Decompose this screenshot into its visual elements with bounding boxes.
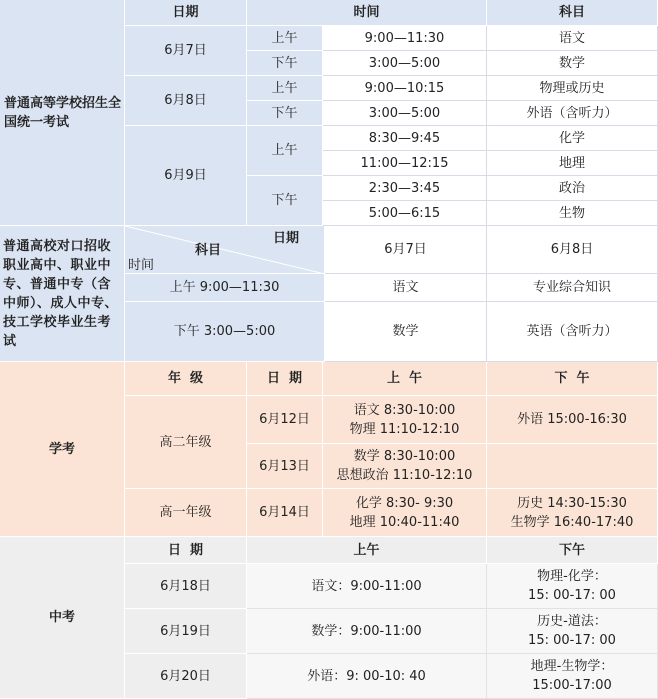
gaokao-subject-cell: 外语（含听力） — [487, 101, 658, 126]
gaokao-period-cell: 下午 — [247, 51, 323, 76]
gaokao-time-cell: 5:00—6:15 — [323, 201, 487, 226]
zhongkao-date-cell: 6月20日 — [125, 654, 247, 699]
zhongkao-exam-line: 15: 00-17: 00 — [528, 633, 616, 648]
xuekao-exam-line: 地理 10:40-11:40 — [349, 514, 460, 530]
vocational-time-cell: 下午 3:00—5:00 — [125, 302, 325, 362]
xuekao-exam-line: 化学 8:30- 9:30 — [355, 495, 454, 511]
zhongkao-am-cell: 语文：9:00-11:00 — [247, 564, 487, 609]
xuekao-exam-line: 物理 11:10-12:10 — [349, 421, 460, 437]
gaokao-category-label: 普通高等学校招生全国统一考试 — [4, 95, 122, 130]
zhongkao-exam-line: 地理-生物学： — [530, 659, 614, 674]
gaokao-period-cell: 上午 — [247, 76, 323, 101]
xuekao-date-cell: 6月13日 — [247, 444, 323, 489]
vocational-subject-cell: 专业综合知识 — [487, 274, 658, 302]
zhongkao-am-cell: 外语：9: 00-10: 40 — [247, 654, 487, 699]
zhongkao-category: 中考 — [0, 537, 125, 699]
gaokao-time-cell: 3:00—5:00 — [323, 101, 487, 126]
gaokao-period-cell: 下午 — [247, 176, 323, 226]
gaokao-subject-cell: 数学 — [487, 51, 658, 76]
xuekao-exam-line: 外语 15:00-16:30 — [517, 412, 627, 427]
zhongkao-pm-cell — [487, 654, 658, 699]
xuekao-header-date: 日 期 — [247, 362, 323, 396]
xuekao-header-am: 上 午 — [323, 362, 487, 396]
vocational-corner-header — [125, 226, 325, 274]
xuekao-date-cell: 6月14日 — [247, 489, 323, 537]
vocational-time-cell: 上午 9:00—11:30 — [125, 274, 325, 302]
gaokao-time-cell: 8:30—9:45 — [323, 126, 487, 151]
vocational-header-day2: 6月8日 — [487, 226, 658, 274]
xuekao-date-cell: 6月12日 — [247, 396, 323, 444]
vocational-header-time: 时间 — [128, 258, 155, 273]
gaokao-period-cell: 上午 — [247, 126, 323, 176]
xuekao-pm-cell — [487, 396, 658, 444]
vocational-subject-cell: 英语（含听力） — [487, 302, 658, 362]
xuekao-pm-cell — [487, 444, 658, 489]
xuekao-exam-line: 历史 14:30-15:30 — [517, 495, 627, 511]
vocational-category — [0, 226, 125, 362]
vocational-subject-cell: 语文 — [325, 274, 487, 302]
zhongkao-exam-line: 15: 00-17: 00 — [528, 588, 616, 603]
xuekao-am-cell — [323, 489, 487, 537]
zhongkao-am-cell: 数学：9:00-11:00 — [247, 609, 487, 654]
gaokao-subject-cell: 生物 — [487, 201, 658, 226]
xuekao-header-pm: 下 午 — [487, 362, 658, 396]
gaokao-subject-cell: 物理或历史 — [487, 76, 658, 101]
gaokao-subject-cell: 语文 — [487, 26, 658, 51]
gaokao-time-cell: 9:00—11:30 — [323, 26, 487, 51]
zhongkao-exam-line: 历史-道法： — [537, 614, 607, 629]
zhongkao-pm-cell — [487, 564, 658, 609]
zhongkao-exam-line: 15:00-17:00 — [532, 678, 612, 693]
vocational-header-day1: 6月7日 — [325, 226, 487, 274]
gaokao-header-date: 日期 — [125, 0, 247, 26]
zhongkao-header-date: 日 期 — [125, 537, 247, 564]
gaokao-date-cell: 6月7日 — [125, 26, 247, 76]
zhongkao-exam-line: 物理-化学： — [537, 569, 607, 584]
gaokao-time-cell: 9:00—10:15 — [323, 76, 487, 101]
xuekao-am-cell — [323, 396, 487, 444]
xuekao-header-grade: 年 级 — [125, 362, 247, 396]
gaokao-time-cell: 11:00—12:15 — [323, 151, 487, 176]
gaokao-time-cell: 3:00—5:00 — [323, 51, 487, 76]
xuekao-category: 学考 — [0, 362, 125, 537]
gaokao-date-cell: 6月9日 — [125, 126, 247, 226]
gaokao-subject-cell: 化学 — [487, 126, 658, 151]
zhongkao-date-cell: 6月18日 — [125, 564, 247, 609]
gaokao-header-time: 时间 — [247, 0, 487, 26]
gaokao-subject-cell: 政治 — [487, 176, 658, 201]
gaokao-time-cell: 2:30—3:45 — [323, 176, 487, 201]
xuekao-exam-line: 语文 8:30-10:00 — [353, 402, 456, 418]
xuekao-pm-cell — [487, 489, 658, 537]
zhongkao-header-pm: 下午 — [487, 537, 658, 564]
xuekao-am-cell — [323, 444, 487, 489]
zhongkao-pm-cell — [487, 609, 658, 654]
vocational-header-subject: 科目 — [195, 243, 222, 258]
vocational-subject-cell: 数学 — [325, 302, 487, 362]
vocational-header-date: 日期 — [273, 231, 300, 246]
xuekao-exam-line: 生物学 16:40-17:40 — [510, 514, 634, 530]
zhongkao-header-am: 上午 — [247, 537, 487, 564]
zhongkao-date-cell: 6月19日 — [125, 609, 247, 654]
xuekao-grade-cell: 高一年级 — [125, 489, 247, 537]
gaokao-header-subject: 科目 — [487, 0, 658, 26]
gaokao-subject-cell: 地理 — [487, 151, 658, 176]
gaokao-period-cell: 下午 — [247, 101, 323, 126]
vocational-category-label: 普通高校对口招收职业高中、职业中专、普通中专（含中师）、成人中专、技工学校毕业生考试 — [3, 238, 119, 349]
xuekao-exam-line: 思想政治 11:10-12:10 — [336, 468, 473, 483]
gaokao-date-cell: 6月8日 — [125, 76, 247, 126]
xuekao-grade-cell: 高二年级 — [125, 396, 247, 489]
gaokao-period-cell: 上午 — [247, 26, 323, 51]
xuekao-exam-line: 数学 8:30-10:00 — [353, 449, 456, 464]
gaokao-category — [0, 0, 125, 226]
